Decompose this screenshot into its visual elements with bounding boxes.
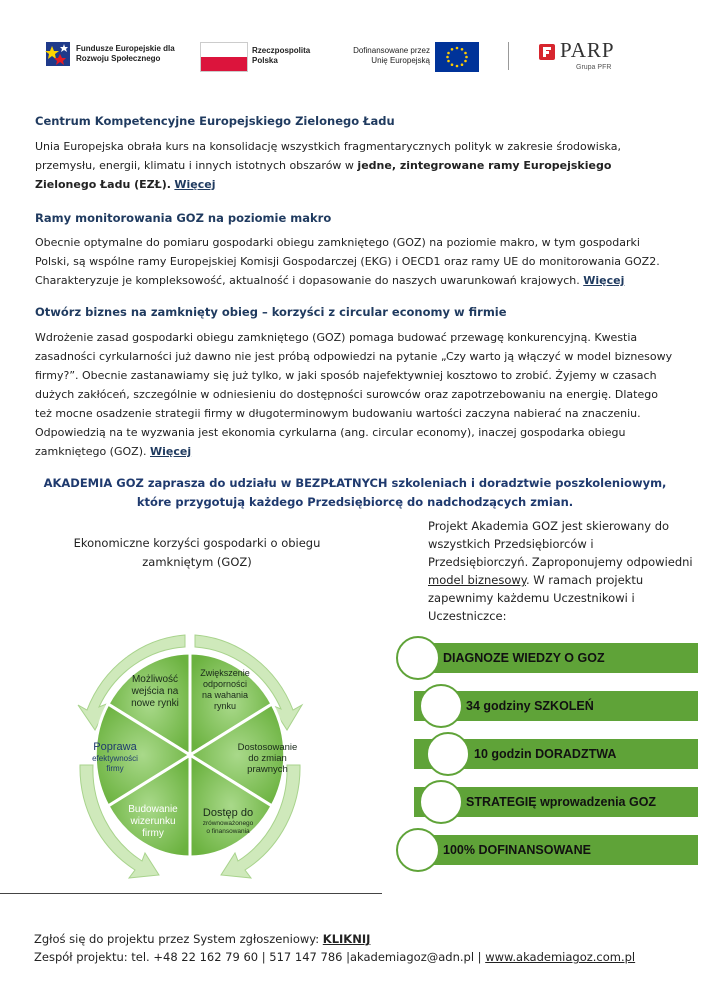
section-2-text	[35, 233, 675, 290]
benefit-label-1: DIAGNOZE WIEDZY O GOZ	[443, 651, 605, 665]
benefit-label-5: 100% DOFINANSOWANE	[443, 843, 591, 857]
header-divider	[508, 42, 509, 70]
benefit-bullet-2	[419, 684, 463, 728]
section-1-more-link[interactable]: Więcej	[174, 178, 216, 191]
section-3-body: Wdrożenie zasad gospodarki obiegu zamkniętego (GOZ) pomaga budować przewagę konkurencyjną. Kwestia zasadności cyrkularności już dawno nie jest próbą odpowiedzi na pytanie „Czy warto ją włączyć w model biznesowy firmy?”. Obecnie zastanawiamy się już tylko, w jaki sposób najefektywniej kosztowo to zrobić. Żyjemy w czasach dużych zakłóceń, szczególnie w odniesieniu do dostępności surowców oraz zapotrzebowaniu na energię. Dlatego też mocne osadzenie strategii firmy w długoterminowym budowaniu wartości zaczyna nabierać na znaczeniu. Odpowiedzią na te wyzwania jest ekonomia cyrkularna (ang. circular economy), inaczej gospodarka obiegu zamkniętego (GOZ).	[35, 331, 673, 458]
register-link[interactable]: KLIKNIJ	[322, 932, 371, 946]
section-3-title: Otwórz biznes na zamknięty obieg – korzyści z circular economy w firmie	[35, 305, 507, 319]
wheel-label-4: Dostęp do zrównoważonego o finansowania	[202, 807, 254, 835]
benefit-bullet-1	[396, 636, 440, 680]
benefit-bullet-3	[426, 732, 470, 776]
wheel-label-6: Poprawa efektywności firmy	[92, 741, 138, 773]
footer-divider	[0, 893, 382, 894]
logo-ue-text: Dofinansowane przez Unię Europejską	[353, 46, 430, 65]
section-1-title: Centrum Kompetencyjne Europejskiego Zielonego Ładu	[35, 114, 395, 128]
parp-name: PARP	[560, 38, 615, 62]
benefit-bullet-5	[396, 828, 440, 872]
benefit-label-3: 10 godzin DORADZTWA	[474, 747, 617, 761]
section-3-text	[35, 328, 675, 461]
logo-fundusze	[44, 38, 194, 70]
benefit-bullet-4	[419, 780, 463, 824]
logo-rzeczpospolita-text: Rzeczpospolita Polska	[252, 46, 311, 65]
project-description: Projekt Akademia GOZ jest skierowany do wszystkich Przedsiębiorców i Przedsiębiorczyń. Zaproponujemy odpowiedni model biznesowy. W ramach projektu zapewnimy każdemu Uczestnikowi i Uczestniczce:	[428, 519, 693, 623]
fundusze-europejskie-icon	[44, 40, 72, 68]
model-biznesowy-link[interactable]: model biznesowy	[428, 573, 526, 587]
wheel-label-5: Budowanie wizerunku firmy	[128, 804, 178, 839]
wheel-label-1: Możliwość wejścia na nowe rynki	[131, 674, 179, 709]
parp-icon	[538, 43, 556, 61]
wheel-label-2: Zwiększenie odporności na wahania rynku	[200, 668, 250, 711]
eu-flag-icon	[435, 42, 479, 72]
polish-flag-icon	[200, 42, 248, 72]
logo-ue	[335, 42, 480, 72]
parp-sub: Grupa PFR	[576, 64, 612, 71]
section-3-more-link[interactable]: Więcej	[149, 445, 192, 458]
benefit-label-2: 34 godziny SZKOLEŃ	[466, 699, 594, 713]
logo-rzeczpospolita	[200, 42, 330, 72]
section-2-body: Obecnie optymalne do pomiaru gospodarki obiegu zamkniętego (GOZ) na poziomie makro, w tym gospodarki Polski, są wspólne ramy Europejskiej Komisji Gospodarczej (EKG) i OECD1 oraz ramy UE do monitorowania GOZ2. Charakteryzuje je kompleksowość, aktualność i dopasowanie do naszych uwarunkowań krajowych.	[35, 236, 660, 287]
footer-line-2: Zespół projektu: tel. +48 22 162 79 60 | 517 147 786 |akademiagoz@adn.pl | www.akademiagoz.com.pl	[34, 950, 636, 964]
logo-parp	[538, 38, 638, 74]
section-2-more-link[interactable]: Więcej	[583, 274, 625, 287]
wheel-title: Ekonomiczne korzyści gospodarki o obiegu zamkniętym (GOZ)	[73, 536, 321, 569]
benefit-label-4: STRATEGIĘ wprowadzenia GOZ	[466, 795, 657, 809]
footer-line-1: Zgłoś się do projektu przez System zgłoszeniowy: KLIKNIJ	[34, 932, 371, 946]
section-1-bold: jedne, zintegrowane ramy Europejskiego Zielonego Ładu (EZŁ).	[35, 159, 612, 191]
section-1-text	[35, 137, 675, 194]
section-1-body: Unia Europejska obrała kurs na konsolidację wszystkich fragmentarycznych polityk w zakresie środowiska, przemysłu, energii, klimatu i innych istotnych obszarów w	[35, 140, 621, 172]
invite-text: AKADEMIA GOZ zaprasza do udziału w BEZPŁATNYCH szkoleniach i doradztwie poszkoleniowym, które przygotują każdego Przedsiębiorcę do nadchodzących zmian.	[43, 476, 667, 509]
website-link[interactable]: www.akademiagoz.com.pl	[485, 950, 636, 964]
section-2-title: Ramy monitorowania GOZ na poziomie makro	[35, 211, 332, 225]
wheel-label-3: Dostosowanie do zmian prawnych	[237, 742, 298, 775]
logo-fundusze-text: Fundusze Europejskie dla Rozwoju Społecznego	[76, 44, 175, 63]
